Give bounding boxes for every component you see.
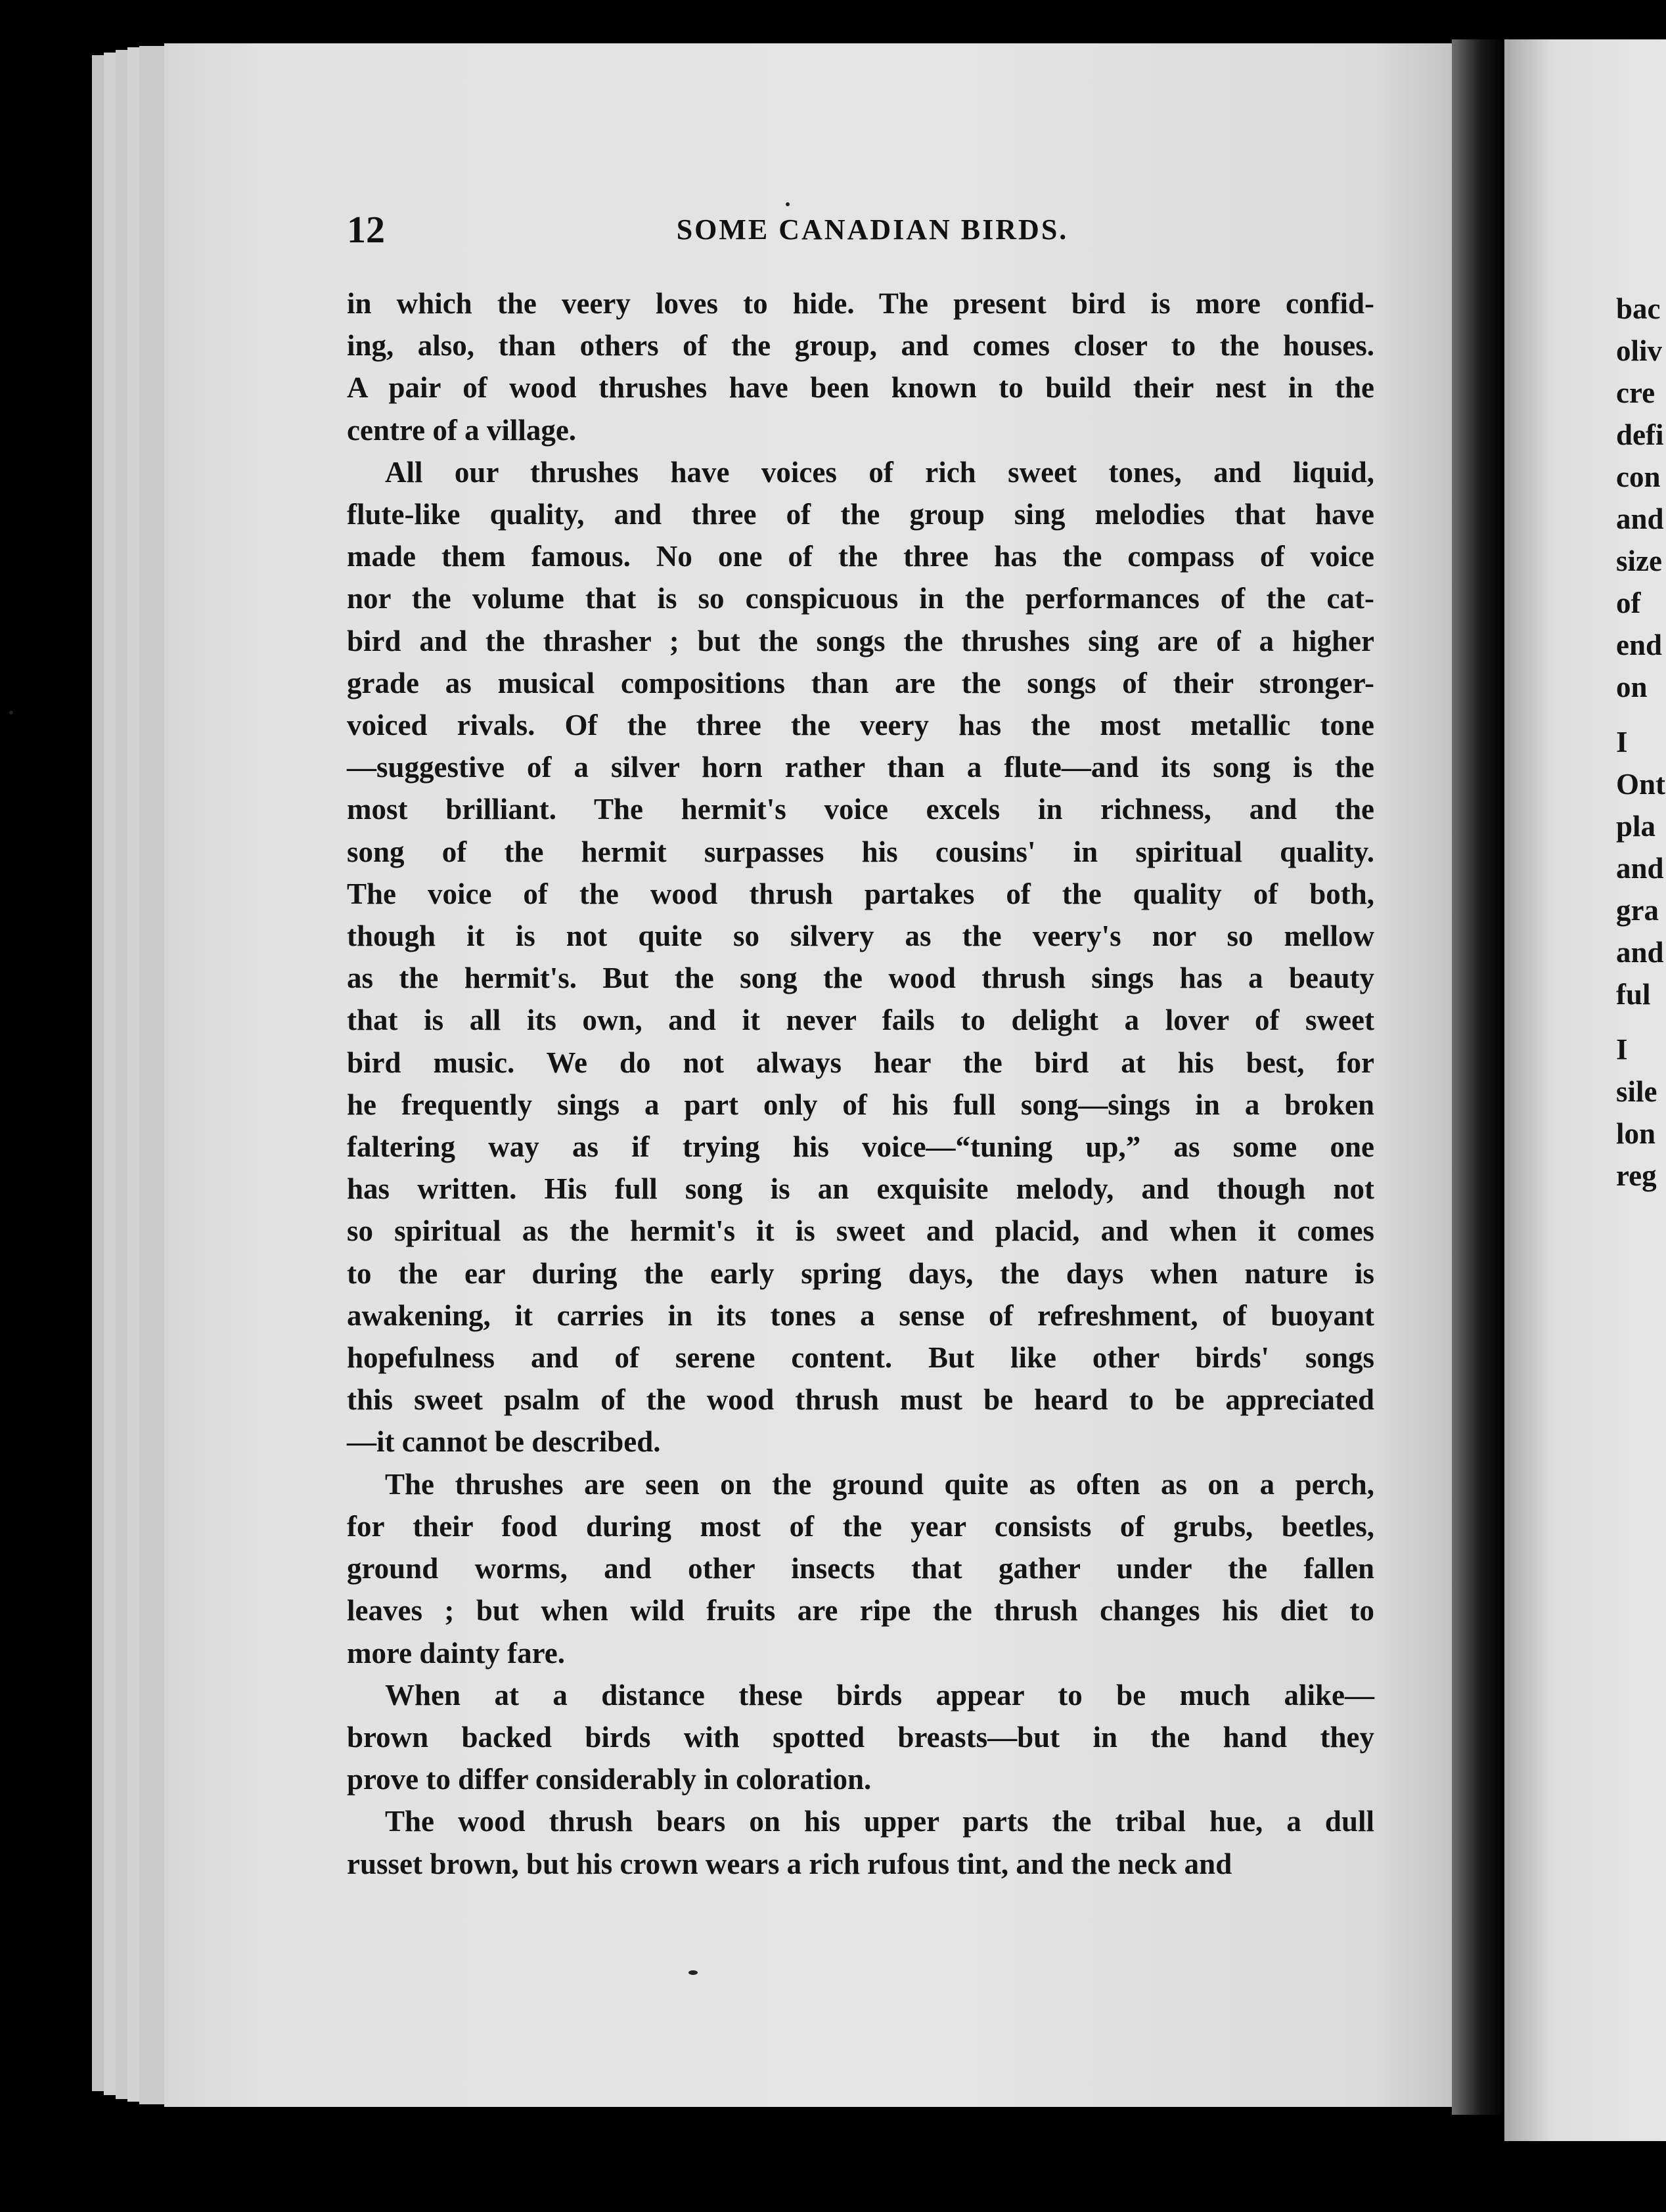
text-line: so spiritual as the hermit's it is sweet and placid, and when it comes <box>347 1214 1374 1248</box>
text-line: When at a distance these birds appear to be much alike— <box>385 1678 1374 1712</box>
text-line: grade as musical compositions than are the songs of their stronger- <box>347 666 1374 699</box>
facing-page-fragment: and <box>1616 502 1664 535</box>
facing-page-fragment: end <box>1616 629 1663 661</box>
dust-speck <box>688 1970 698 1975</box>
text-line: most brilliant. The hermit's voice excels in richness, and the <box>347 793 1374 826</box>
page-number: 12 <box>347 208 385 251</box>
text-line: leaves ; but when wild fruits are ripe the thrush changes his diet to <box>347 1594 1374 1627</box>
facing-page-fragment: of <box>1616 586 1641 619</box>
text-line: brown backed birds with spotted breasts—but in the hand they <box>347 1720 1374 1754</box>
text-line: made them famous. No one of the three has the compass of voice <box>347 540 1374 573</box>
paragraph <box>347 451 1374 1463</box>
text-line: centre of a village. <box>347 413 577 447</box>
text-line: awakening, it carries in its tones a sense of refreshment, of buoyant <box>347 1298 1374 1332</box>
facing-page-fragment: on <box>1616 671 1648 703</box>
text-line: flute-like quality, and three of the group sing melodies that have <box>347 498 1374 531</box>
facing-page-fragment: ful <box>1616 978 1651 1011</box>
facing-page-fragment: defi <box>1616 418 1664 451</box>
text-line: —it cannot be described. <box>347 1425 661 1459</box>
facing-page-fragment: gra <box>1616 894 1659 927</box>
facing-page-text <box>1616 288 1665 1197</box>
text-line: prove to differ considerably in coloration. <box>347 1763 872 1796</box>
running-title: SOME CANADIAN BIRDS. <box>676 213 1069 246</box>
facing-page-fragment: lon <box>1616 1117 1656 1150</box>
text-line: The wood thrush bears on his upper parts the tribal hue, a dull <box>385 1805 1374 1838</box>
text-line: though it is not quite so silvery as the veery's nor so mellow <box>347 919 1374 953</box>
facing-page-fragment: I <box>1616 726 1628 759</box>
text-line: All our thrushes have voices of rich sweet tones, and liquid, <box>385 455 1374 489</box>
facing-page-fragment: and <box>1616 852 1664 885</box>
text-line: has written. His full song is an exquisite melody, and though not <box>347 1172 1374 1206</box>
text-line: russet brown, but his crown wears a rich rufous tint, and the neck and <box>347 1847 1232 1880</box>
facing-page-fragment: con <box>1616 460 1661 493</box>
paragraph <box>347 282 1374 451</box>
text-line: The voice of the wood thrush partakes of the quality of both, <box>347 877 1374 910</box>
facing-page-fragment: and <box>1616 936 1664 969</box>
text-line: this sweet psalm of the wood thrush must be heard to be appreciated <box>347 1383 1374 1417</box>
facing-page-fragment: sile <box>1616 1075 1657 1108</box>
text-line: ground worms, and other insects that gather under the fallen <box>347 1552 1374 1585</box>
facing-page-fragment: I <box>1616 1033 1628 1066</box>
text-line: he frequently sings a part only of his full song—sings in a broken <box>347 1088 1374 1121</box>
text-line: bird music. We do not always hear the bird at his best, for <box>347 1046 1374 1079</box>
text-line: in which the veery loves to hide. The present bird is more confid- <box>347 287 1374 320</box>
text-line: song of the hermit surpasses his cousins' in spiritual quality. <box>347 835 1374 868</box>
text-line: hopefulness and of serene content. But like other birds' songs <box>347 1341 1374 1375</box>
body-text <box>347 282 1374 1885</box>
paragraph <box>347 1800 1374 1884</box>
dust-speck <box>9 711 13 715</box>
paragraph <box>347 1674 1374 1801</box>
running-head <box>347 209 1372 251</box>
facing-page-fragment: Ont <box>1616 768 1666 801</box>
facing-page-fragment: oliv <box>1616 334 1663 367</box>
facing-page-fragment: cre <box>1616 376 1655 409</box>
text-line: faltering way as if trying his voice—“tuning up,” as some one <box>347 1130 1374 1164</box>
facing-page-fragment: reg <box>1616 1159 1657 1192</box>
gutter-shadow <box>1452 39 1504 2115</box>
text-line: voiced rivals. Of the three the veery has the most metallic tone <box>347 709 1374 742</box>
facing-page-fragment: pla <box>1616 810 1656 843</box>
dust-speck <box>786 202 790 206</box>
text-line: A pair of wood thrushes have been known to build their nest in the <box>347 371 1374 405</box>
text-line: bird and the thrasher ; but the songs the thrushes sing are of a higher <box>347 624 1374 657</box>
facing-page-fragment: size <box>1616 544 1662 577</box>
text-line: as the hermit's. But the song the wood thrush sings has a beauty <box>347 962 1374 995</box>
text-line: nor the volume that is so conspicuous in the performances of the cat- <box>347 582 1374 615</box>
text-line: ing, also, than others of the group, and comes closer to the houses. <box>347 329 1374 363</box>
paragraph <box>347 1463 1374 1674</box>
text-line: —suggestive of a silver horn rather than a flute—and its song is the <box>347 751 1374 784</box>
text-line: to the ear during the early spring days, the days when nature is <box>347 1256 1374 1290</box>
text-line: The thrushes are seen on the ground quite as often as on a perch, <box>385 1467 1374 1501</box>
text-line: more dainty fare. <box>347 1636 566 1670</box>
text-line: for their food during most of the year consists of grubs, beetles, <box>347 1509 1374 1543</box>
text-line: that is all its own, and it never fails to delight a lover of sweet <box>347 1004 1374 1037</box>
facing-page-fragment: bac <box>1616 292 1661 325</box>
